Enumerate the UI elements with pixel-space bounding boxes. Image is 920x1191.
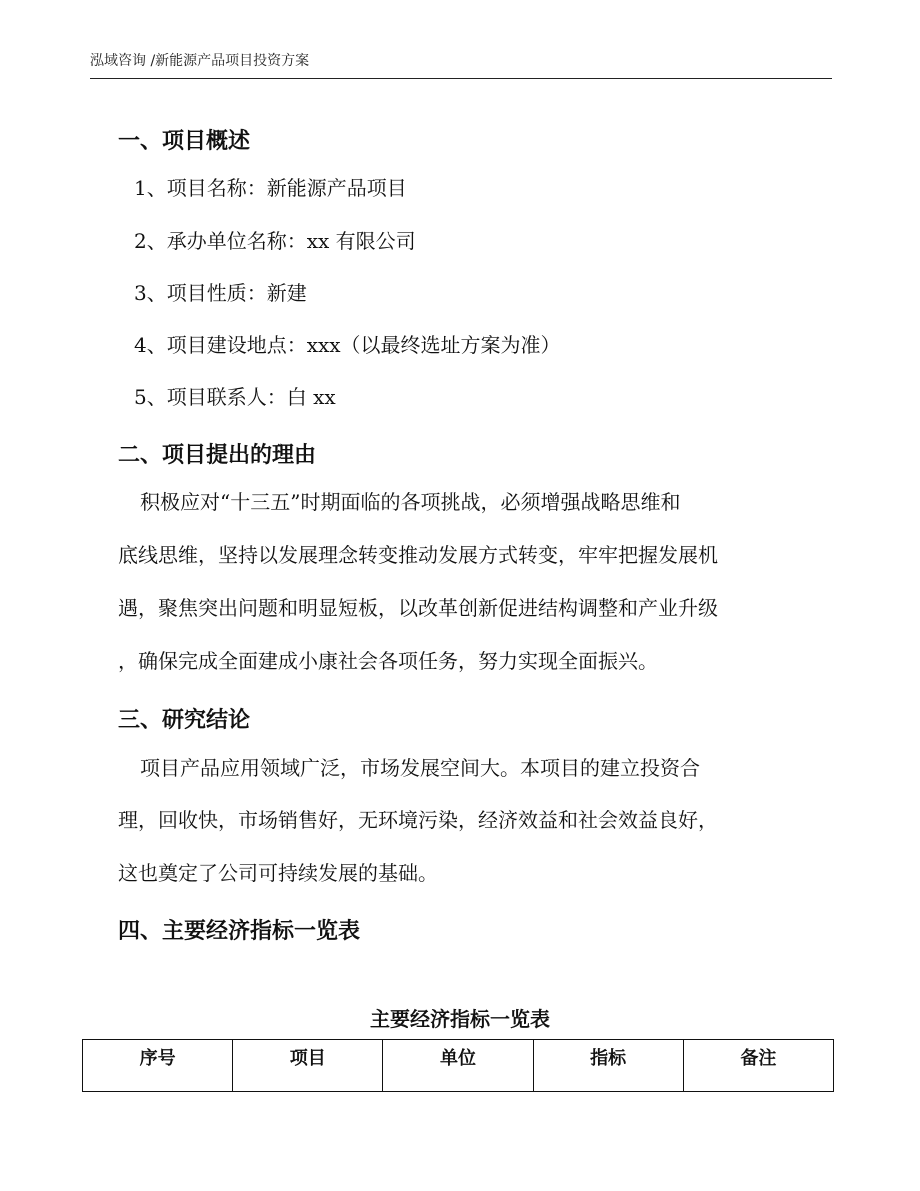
table-header-row: [83, 1040, 834, 1092]
economic-indicators-table: [82, 1039, 834, 1092]
column-header-remark: 备注: [683, 1040, 833, 1092]
column-header-item: 项目: [233, 1040, 383, 1092]
section-title-overview: 一、项目概述: [118, 128, 251, 154]
reason-line: 底线思维，坚持以发展理念转变推动发展方式转变，牢牢把握发展机: [118, 543, 718, 567]
overview-item-location: 4、项目建设地点：xxx（以最终选址方案为准）: [134, 333, 561, 357]
column-header-unit: 单位: [383, 1040, 533, 1092]
conclusion-line: 这也奠定了公司可持续发展的基础。: [118, 861, 438, 885]
overview-item-nature: 3、项目性质：新建: [134, 281, 307, 305]
overview-item-company: 2、承办单位名称：xx 有限公司: [134, 229, 416, 253]
conclusion-line: 理，回收快，市场销售好，无环境污染，经济效益和社会效益良好，: [118, 808, 718, 832]
conclusion-line: 项目产品应用领域广泛，市场发展空间大。本项目的建立投资合: [140, 756, 700, 780]
running-header: 泓域咨询 /新能源产品项目投资方案: [90, 53, 310, 69]
table-caption: 主要经济指标一览表: [370, 1007, 550, 1031]
reason-line: 遇，聚焦突出问题和明显短板，以改革创新促进结构调整和产业升级: [118, 596, 718, 620]
overview-item-name: 1、项目名称：新能源产品项目: [134, 176, 407, 200]
reason-line: ，确保完成全面建成小康社会各项任务，努力实现全面振兴。: [118, 649, 658, 673]
reason-line: 积极应对“十三五”时期面临的各项挑战，必须增强战略思维和: [140, 490, 681, 514]
overview-item-contact: 5、项目联系人：白 xx: [134, 385, 336, 409]
section-title-reason: 二、项目提出的理由: [118, 442, 317, 468]
column-header-indicator: 指标: [533, 1040, 683, 1092]
column-header-index: 序号: [83, 1040, 233, 1092]
section-title-indicators: 四、主要经济指标一览表: [118, 918, 361, 944]
header-rule: [90, 78, 832, 79]
section-title-conclusion: 三、研究结论: [118, 707, 251, 733]
